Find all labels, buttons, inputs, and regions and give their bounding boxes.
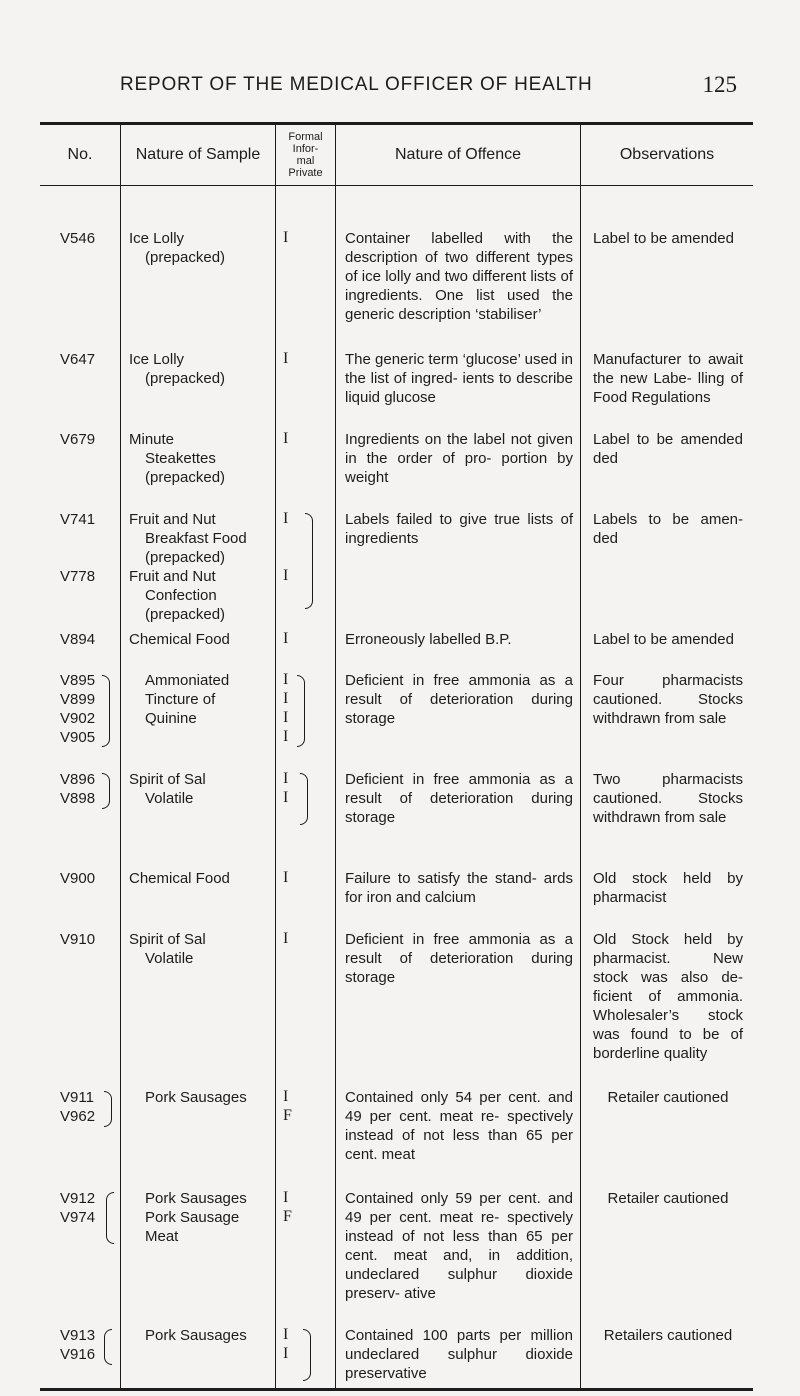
header-formal-line: mal: [296, 154, 315, 167]
sample-nature: Minute Steakettes (prepacked): [129, 431, 226, 486]
observation-text: Two pharmacists cautioned. Stocks withdrawn from sale: [593, 771, 743, 826]
sample-number: V913: [60, 1327, 96, 1344]
sample-number: V894: [60, 631, 96, 648]
sample-nature: Fruit and Nut Breakfast Food (prepacked) Fruit and Nut Confection (prepacked): [129, 511, 247, 623]
sample-number: V896: [60, 771, 96, 788]
sample-type: F: [283, 1107, 292, 1124]
offence-text: The generic term ‘glucose’ used in the list of ingred- ients to describe liquid glucose: [345, 351, 573, 406]
observation-text: Label to be amended: [593, 230, 734, 247]
sample-type: I: [283, 770, 289, 787]
table-bottom-rule: [40, 1388, 753, 1391]
observation-text: Retailers cautioned: [603, 1327, 733, 1344]
observation-text: Retailer cautioned: [607, 1190, 729, 1207]
sample-nature: Pork Sausages: [145, 1089, 247, 1106]
sample-type: I: [283, 630, 289, 647]
sample-type: I: [283, 1345, 289, 1362]
sample-number: V916: [60, 1346, 96, 1363]
column-divider: [120, 124, 121, 1390]
sample-type: I: [283, 869, 289, 886]
sample-nature: Spirit of Sal Volatile: [129, 771, 206, 807]
header-nature-of-sample: Nature of Sample: [135, 145, 261, 163]
sample-type: I: [283, 728, 289, 745]
sample-type: I: [283, 1326, 289, 1343]
bracket: [305, 513, 313, 609]
sample-number: V899: [60, 691, 96, 708]
sample-nature: Ammoniated Tincture of Quinine: [145, 672, 230, 727]
sample-number: V741: [60, 511, 96, 528]
offence-text: Deficient in free ammonia as a result of deterioration during storage: [345, 771, 573, 826]
header-observations: Observations: [619, 145, 715, 163]
page-number: 125: [702, 72, 737, 97]
sample-type: I: [283, 1189, 289, 1206]
sample-number: V974: [60, 1209, 96, 1226]
bracket: [106, 1192, 114, 1244]
header-formal-line: Private: [288, 166, 323, 179]
observation-text: Old stock held by pharmacist: [593, 870, 743, 906]
sample-type: I: [283, 789, 289, 806]
offence-text: Contained only 59 per cent. and 49 per cent. meat re- spectively instead of not less than 65 per cent. meat and, in addition, undeclared sulphur dioxide preserv- ative: [345, 1190, 573, 1302]
header-formal-informal: [276, 124, 335, 185]
sample-number: V905: [60, 729, 96, 746]
offence-text: Erroneously labelled B.P.: [345, 631, 512, 648]
sample-number: V546: [60, 230, 96, 247]
header-formal-line: Infor-: [292, 142, 319, 155]
sample-type: I: [283, 350, 289, 367]
table-header-rule: [40, 185, 753, 186]
bracket: [303, 1329, 311, 1381]
observation-text: Label to be amended ded: [593, 431, 743, 467]
sample-type: I: [283, 430, 289, 447]
sample-type: I: [283, 567, 289, 584]
header-no: No.: [67, 145, 93, 163]
observation-text: Label to be amended: [593, 631, 734, 648]
offence-text: Contained only 54 per cent. and 49 per cent. meat re- spectively instead of not less than 65 per cent. meat: [345, 1089, 573, 1163]
offence-text: Ingredients on the label not given in the order of pro- portion by weight: [345, 431, 573, 486]
sample-number: V902: [60, 710, 96, 727]
offence-text: Failure to satisfy the stand- ards for iron and calcium: [345, 870, 573, 906]
sample-number: V647: [60, 351, 96, 368]
bracket: [104, 1329, 112, 1365]
sample-number: V911: [60, 1089, 94, 1106]
sample-type: I: [283, 709, 289, 726]
column-divider: [275, 124, 276, 1390]
bracket: [102, 675, 110, 747]
sample-type: I: [283, 930, 289, 947]
sample-number: V900: [60, 870, 96, 887]
sample-nature: Ice Lolly (prepacked): [129, 230, 226, 266]
sample-nature: Pork Sausages: [145, 1327, 247, 1344]
sample-number: V912: [60, 1190, 96, 1207]
sample-type: F: [283, 1208, 292, 1225]
sample-type: I: [283, 510, 289, 527]
offence-text: Container labelled with the description of two different types of ice lolly and two different lists of ingredients. One list used the generic description ‘stabiliser’: [345, 230, 573, 323]
sample-number: V962: [60, 1108, 96, 1125]
header-formal-line: Formal: [288, 130, 323, 143]
sample-nature: Chemical Food: [129, 631, 230, 648]
sample-nature: Pork Sausages Pork Sausage Meat: [145, 1190, 247, 1245]
bracket: [300, 773, 308, 825]
sample-number: V910: [60, 931, 96, 948]
offence-text: Contained 100 parts per million undeclared sulphur dioxide preservative: [345, 1327, 573, 1382]
sample-nature: Ice Lolly (prepacked): [129, 351, 226, 387]
sample-number: V778: [60, 568, 96, 585]
offence-text: Deficient in free ammonia as a result of deterioration during storage: [345, 672, 573, 727]
sample-nature: Spirit of Sal Volatile: [129, 931, 206, 967]
header-nature-of-offence: Nature of Offence: [395, 145, 521, 163]
sample-number: V679: [60, 431, 96, 448]
sample-number: V895: [60, 672, 96, 689]
sample-type: I: [283, 671, 289, 688]
observation-text: Manufacturer to await the new Labe- lling of Food Regulations: [593, 351, 743, 406]
observation-text: Old Stock held by pharmacist. New stock was also de- ficient of ammonia. Wholesaler’s stock was found to be of borderline quality: [593, 931, 743, 1062]
offence-text: Labels failed to give true lists of ingredients: [345, 511, 573, 547]
sample-type: I: [283, 1088, 289, 1105]
bracket: [104, 1091, 112, 1127]
column-divider: [580, 124, 581, 1390]
offence-text: Deficient in free ammonia as a result of deterioration during storage: [345, 931, 573, 986]
bracket: [297, 675, 305, 747]
page-header: [0, 74, 800, 104]
observation-text: Retailer cautioned: [607, 1089, 729, 1106]
sample-nature: Chemical Food: [129, 870, 230, 887]
sample-type: I: [283, 690, 289, 707]
sample-number: V898: [60, 790, 96, 807]
observation-text: Four pharmacists cautioned. Stocks withdrawn from sale: [593, 672, 743, 727]
observation-text: Labels to be amen- ded: [593, 511, 743, 547]
bracket: [102, 773, 110, 809]
sample-type: I: [283, 229, 289, 246]
running-title: REPORT OF THE MEDICAL OFFICER OF HEALTH: [120, 74, 593, 95]
column-divider: [335, 124, 336, 1390]
